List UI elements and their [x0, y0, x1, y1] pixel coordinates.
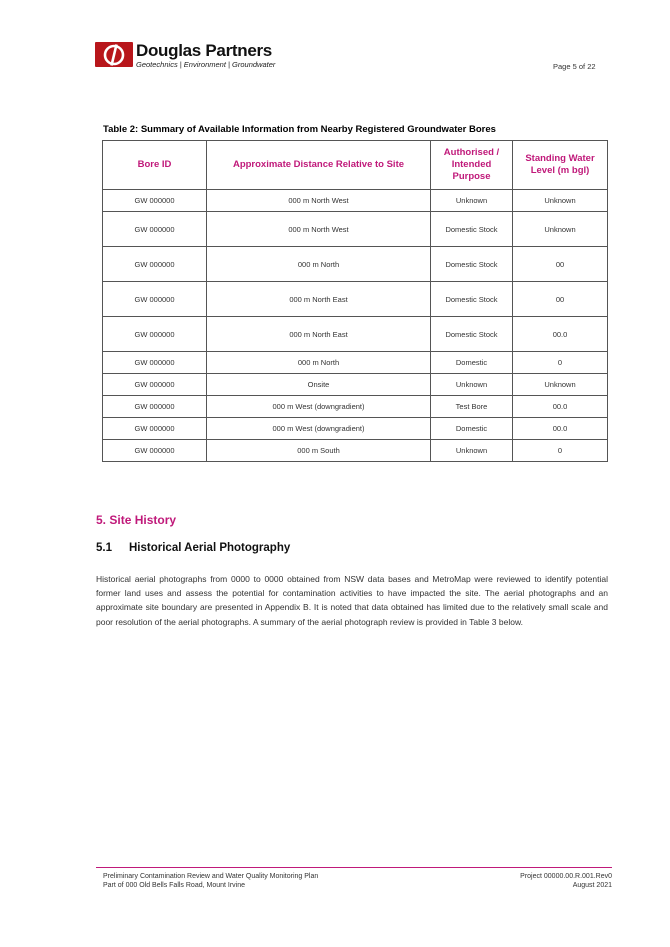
table-row [103, 317, 608, 352]
footer-right [520, 872, 612, 890]
column-header-distance: Approximate Distance Relative to Site [207, 141, 431, 190]
table-cell: 000 m North [207, 352, 431, 374]
column-header-bore-id: Bore ID [103, 141, 207, 190]
footer-date: August 2021 [572, 882, 612, 889]
groundwater-bores-table [102, 140, 608, 462]
table-cell: Onsite [207, 374, 431, 396]
table-cell: GW 000000 [103, 212, 207, 247]
table-caption: Table 2: Summary of Available Information from Nearby Registered Groundwater Bores [103, 124, 496, 135]
table-row [103, 418, 608, 440]
column-header-water-level: Standing Water Level (m bgl) [513, 141, 608, 190]
footer-report-title: Preliminary Contamination Review and Water Quality Monitoring Plan [103, 873, 319, 880]
table-row [103, 190, 608, 212]
table-cell: Test Bore [431, 396, 513, 418]
table-row [103, 212, 608, 247]
table-cell: GW 000000 [103, 440, 207, 462]
table-cell: 000 m South [207, 440, 431, 462]
section-number: 5. [96, 513, 107, 527]
table-cell: GW 000000 [103, 247, 207, 282]
table-cell: GW 000000 [103, 190, 207, 212]
table-cell: 00 [513, 282, 608, 317]
table-cell: 000 m North West [207, 190, 431, 212]
table-cell: Unknown [513, 374, 608, 396]
table-row [103, 396, 608, 418]
subsection-heading [96, 542, 290, 554]
column-header-purpose: Authorised / Intended Purpose [431, 141, 513, 190]
table-cell: Domestic Stock [431, 282, 513, 317]
footer-left [103, 872, 318, 890]
table-cell: 00.0 [513, 396, 608, 418]
company-tagline: Geotechnics | Environment | Groundwater [136, 60, 276, 69]
table-cell: GW 000000 [103, 396, 207, 418]
table-cell: Unknown [431, 440, 513, 462]
table-cell: 000 m North East [207, 317, 431, 352]
table-cell: GW 000000 [103, 418, 207, 440]
table-cell: Unknown [513, 212, 608, 247]
table-cell: GW 000000 [103, 374, 207, 396]
section-heading [96, 513, 176, 527]
footer-divider [96, 867, 612, 868]
company-logo [95, 42, 275, 69]
subsection-number: 5.1 [96, 542, 112, 554]
table-cell: 000 m North [207, 247, 431, 282]
table-row [103, 352, 608, 374]
table-cell: Domestic Stock [431, 247, 513, 282]
table-row [103, 374, 608, 396]
table-cell: 000 m West (downgradient) [207, 418, 431, 440]
company-name: Douglas Partners [136, 41, 272, 60]
table-cell: Domestic Stock [431, 317, 513, 352]
table-cell: Unknown [431, 190, 513, 212]
table-cell: 00 [513, 247, 608, 282]
table-cell: GW 000000 [103, 317, 207, 352]
table-cell: 00.0 [513, 317, 608, 352]
subsection-title: Historical Aerial Photography [129, 542, 291, 554]
table-cell: 000 m North East [207, 282, 431, 317]
table-cell: 000 m North West [207, 212, 431, 247]
page-number: Page 5 of 22 [553, 62, 596, 71]
table-cell: 0 [513, 440, 608, 462]
body-paragraph: Historical aerial photographs from 0000 to 0000 obtained from NSW data bases and MetroMap were reviewed to identify potential former land uses and assess the potential for contamination activities to have impacted the site. The aerial photographs and an approximate site boundary are presented in Appendix B. It is noted that data obtained has limited due to the relatively small scale and poor resolution of the aerial photographs. A summary of the aerial photograph review is provided in Table 3 below. [96, 574, 608, 627]
dp-logo-icon [95, 42, 133, 67]
table-cell: Domestic [431, 352, 513, 374]
footer-project-number: Project 00000.00.R.001.Rev0 [520, 873, 612, 880]
table-row [103, 282, 608, 317]
table-cell: Unknown [431, 374, 513, 396]
table-cell: GW 000000 [103, 352, 207, 374]
table-cell: GW 000000 [103, 282, 207, 317]
table-header-row [103, 141, 608, 190]
table-cell: 000 m West (downgradient) [207, 396, 431, 418]
table-cell: 0 [513, 352, 608, 374]
footer-site-address: Part of 000 Old Bells Falls Road, Mount Irvine [103, 882, 246, 889]
table-row [103, 247, 608, 282]
table-cell: Domestic Stock [431, 212, 513, 247]
table-cell: 00.0 [513, 418, 608, 440]
section-title: Site History [109, 513, 177, 527]
table-cell: Domestic [431, 418, 513, 440]
table-row [103, 440, 608, 462]
table-cell: Unknown [513, 190, 608, 212]
